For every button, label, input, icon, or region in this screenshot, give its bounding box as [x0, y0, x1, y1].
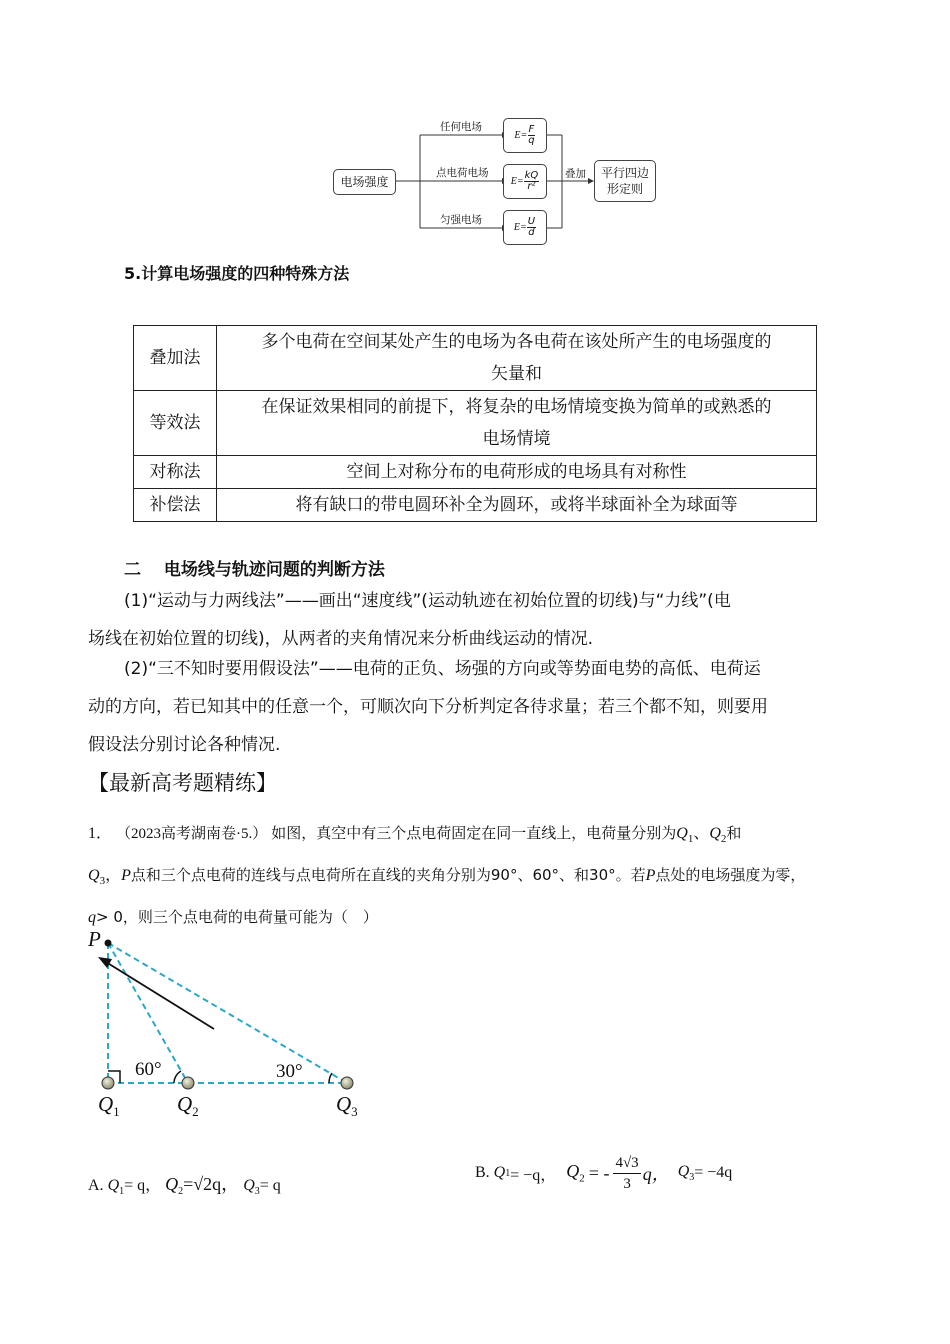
option-b-label: B. [475, 1164, 490, 1181]
q2-letter: Q [177, 1092, 193, 1116]
result-line-2: 形定则 [606, 182, 643, 196]
result-box [594, 160, 656, 202]
method-name: 叠加法 [134, 326, 217, 391]
practice-title: 【最新高考题精练】 [88, 771, 277, 795]
question-line-2 [88, 857, 888, 899]
question-line-1 [88, 815, 888, 857]
para-line: 假设法分别讨论各种情况. [88, 735, 281, 755]
method-desc-line: 多个电荷在空间某处产生的电场为各电荷在该处所产生的电场强度的 [261, 332, 772, 352]
label-q2 [177, 1092, 199, 1120]
triangle-figure [80, 925, 380, 1125]
section2-paragraph-2 [88, 650, 878, 764]
q3-sub: 3 [351, 1104, 358, 1120]
option-b-q2-den: 3 [623, 1175, 631, 1192]
p-symbol: P [645, 867, 656, 885]
question-number: 1． [88, 825, 113, 842]
q-sub: 2 [720, 833, 727, 846]
section5-title: 5.计算电场强度的四种特殊方法 [124, 264, 350, 283]
q-symbol: Q [88, 867, 100, 885]
question-1 [88, 815, 888, 936]
q-text: ， [105, 867, 122, 885]
table-row [134, 489, 817, 522]
charge-q3 [341, 1077, 353, 1089]
point-p [105, 940, 112, 947]
method-desc: 将有缺口的带电圆环补全为圆环，或将半球面补全为球面等 [217, 489, 817, 522]
formula-1-num: F [528, 124, 535, 135]
option-a-q1: Q [107, 1177, 120, 1194]
para-line: 动的方向，若已知其中的任意一个，可顺次向下分析判定各待求量；若三个都不知，则要用 [88, 697, 768, 717]
section2-paragraph-1 [88, 582, 878, 658]
field-arrow-head [98, 957, 112, 968]
charge-q2 [182, 1077, 194, 1089]
formula-3-den: d [528, 227, 535, 238]
para-line: (1)“运动与力两线法”——画出“速度线”(运动轨迹在初始位置的切线)与“力线”(电 [124, 591, 731, 611]
formula-1-den: q [528, 135, 535, 146]
q-symbol: Q [676, 825, 688, 842]
option-a-label: A. [88, 1177, 104, 1194]
table-row [134, 391, 817, 456]
angle-60-arc [174, 1071, 181, 1083]
q-text: 点处的电场强度为零， [655, 866, 806, 885]
q-symbol: q [88, 909, 96, 927]
question-source: （2023高考湖南卷·5.） [116, 826, 268, 842]
question-text: 如图，真空中有三个点电荷固定在同一直线上，电荷量分别为 [271, 824, 677, 842]
branch1-label: 任何电场 [440, 121, 482, 133]
merge-label: 叠加 [565, 168, 586, 180]
method-desc [217, 326, 817, 391]
p-symbol: P [121, 867, 131, 885]
option-b[interactable]: B. Q 1 = −q， $Q_2$ = - $\frac{4√3}{3}$ q， $Q_3$ = −4q [475, 1154, 733, 1192]
angle-30-arc [329, 1073, 332, 1083]
option-a-q2: Q [165, 1174, 179, 1194]
method-name: 补偿法 [134, 489, 217, 522]
para-line: (2)“三不知时要用假设法”——电荷的正负、场强的方向或等势面电势的高低、电荷运 [124, 659, 761, 679]
label-angle-30: 30° [276, 1061, 303, 1082]
method-desc-line: 电场情境 [482, 429, 551, 449]
methods-table [133, 325, 817, 522]
formula-2-den: r² [527, 181, 536, 192]
q-sub: 1 [687, 833, 694, 846]
para-line: 场线在初始位置的切线)，从两者的夹角情况来分析曲线运动的情况. [88, 629, 594, 649]
option-a-q3-text: = q [259, 1177, 281, 1194]
q1-sub: 1 [113, 1104, 120, 1120]
root-label: 电场强度 [340, 175, 389, 189]
branch2-label: 点电荷电场 [436, 167, 489, 179]
charge-q1 [102, 1077, 114, 1089]
q-sep: 、 [693, 825, 710, 842]
option-b-q2-num: 4√3 [613, 1153, 640, 1174]
option-a-q2-text: =√2q， [183, 1174, 240, 1194]
method-desc-line: 在保证效果相同的前提下，将复杂的电场情境变换为简单的或熟悉的 [261, 397, 772, 417]
formula-2-lhs: E= [510, 175, 524, 187]
option-a[interactable]: A. $Q_1= q$， $Q_2=√2q$， $Q_3= q$ [88, 1174, 281, 1198]
formula-3-lhs: E= [513, 221, 527, 233]
table-row [134, 456, 817, 489]
branch3-label: 匀强电场 [440, 214, 482, 226]
label-angle-60: 60° [135, 1059, 162, 1080]
option-b-q3-text: = −4q [694, 1164, 733, 1181]
q-symbol: Q [709, 825, 721, 842]
label-q3 [336, 1092, 358, 1120]
formula-box-3 [503, 210, 547, 245]
section2-title: 二 电场线与轨迹问题的判断方法 [124, 560, 385, 580]
q-and: 和 [726, 824, 742, 842]
label-p: P [88, 927, 101, 951]
option-b-q2-eq: = - [588, 1162, 610, 1183]
method-name: 等效法 [134, 391, 217, 456]
table-row [134, 326, 817, 391]
result-line-1: 平行四边 [600, 166, 649, 180]
label-q1 [98, 1092, 120, 1120]
formula-2-num: kQ [524, 170, 539, 181]
formula-1-lhs: E= [514, 129, 528, 141]
root-box [333, 169, 396, 195]
option-b-q1-text: = −q， [510, 1166, 557, 1184]
q1-letter: Q [98, 1092, 114, 1116]
q3-letter: Q [336, 1092, 352, 1116]
q-sub: 3 [99, 875, 106, 888]
option-a-q1-text: = q， [124, 1177, 162, 1194]
q2-sub: 2 [192, 1104, 199, 1120]
method-desc-line: 矢量和 [491, 364, 542, 384]
method-name: 对称法 [134, 456, 217, 489]
formula-3-num: U [527, 216, 536, 227]
q-text: 点和三个点电荷的连线与点电荷所在直线的夹角分别为90°、60°、和30°。若 [130, 866, 646, 885]
option-b-q2-q: q， [642, 1164, 670, 1184]
method-desc: 空间上对称分布的电荷形成的电场具有对称性 [217, 456, 817, 489]
option-a-q3: Q [243, 1177, 255, 1194]
formula-box-1 [503, 118, 547, 153]
formula-box-2 [503, 164, 547, 199]
method-desc [217, 391, 817, 456]
q-text: > 0，则三个点电荷的电荷量可能为（ ） [96, 908, 378, 927]
